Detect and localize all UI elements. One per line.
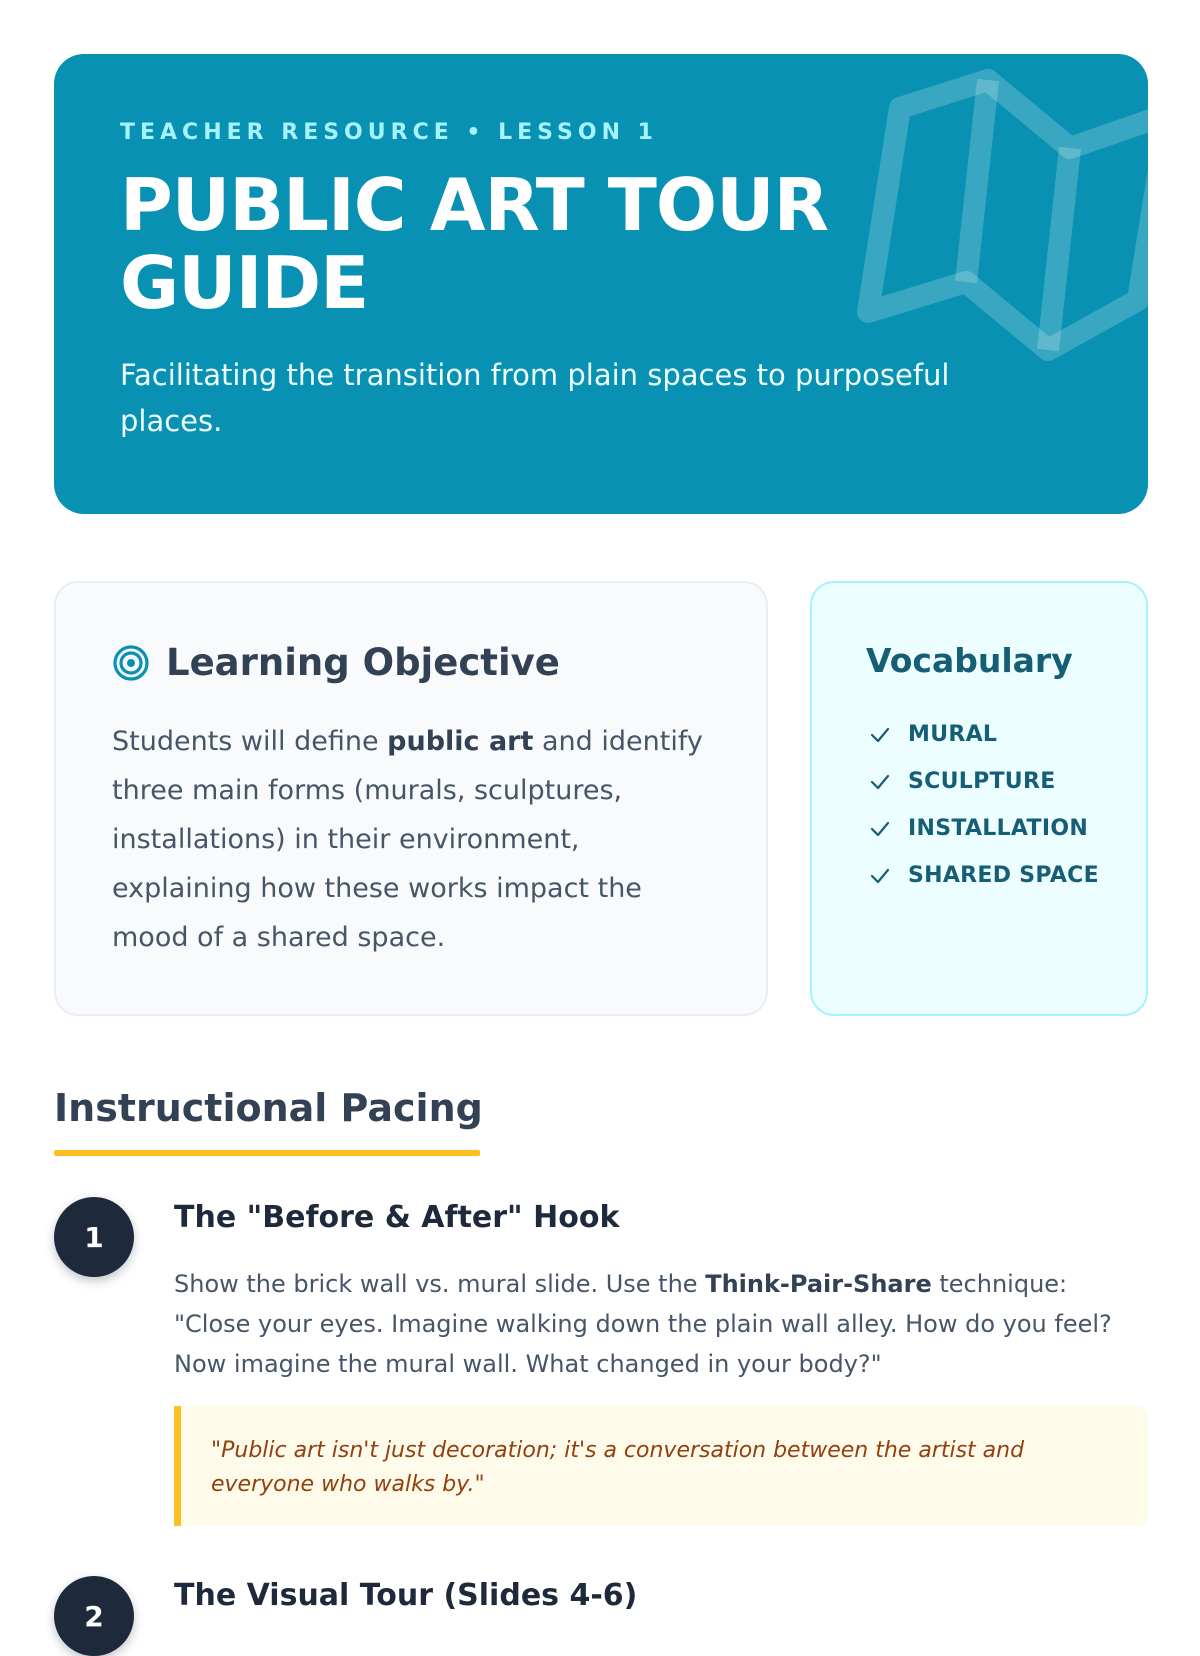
objective-keyword: public art bbox=[387, 726, 534, 757]
vocab-item: SCULPTURE bbox=[868, 758, 1099, 805]
step-quote: "Public art isn't just decoration; it's a conversation between the artist and everyone who walks by." bbox=[174, 1406, 1148, 1526]
check-icon bbox=[868, 723, 892, 747]
target-icon bbox=[112, 644, 150, 682]
vocab-item: SHARED SPACE bbox=[868, 852, 1099, 899]
vocab-item: INSTALLATION bbox=[868, 805, 1099, 852]
section-underline bbox=[54, 1150, 480, 1156]
objective-title: Learning Objective bbox=[166, 641, 560, 684]
page-subtitle: Facilitating the transition from plain spaces to purposeful places. bbox=[120, 358, 950, 438]
learning-objective-card bbox=[54, 581, 768, 1016]
step-number-badge: 1 bbox=[54, 1197, 134, 1277]
objective-text: Students will define public art and identify three main forms (murals, sculptures, installations) in their environment, explaining how these works impact the mood of a shared space. bbox=[112, 726, 703, 953]
pacing-section-title: Instructional Pacing bbox=[54, 1086, 483, 1130]
step-title: The Visual Tour (Slides 4-6) bbox=[174, 1578, 638, 1613]
hero-banner bbox=[54, 54, 1148, 514]
check-icon bbox=[868, 770, 892, 794]
check-icon bbox=[868, 864, 892, 888]
vocabulary-list bbox=[868, 711, 1099, 899]
step-title: The "Before & After" Hook bbox=[174, 1200, 620, 1235]
step-description: Show the brick wall vs. mural slide. Use the Think-Pair-Share technique: "Close your eyes. Imagine walking down the plain wall alley. How do you feel? Now imagine the mural wall. What changed in your body?" bbox=[174, 1270, 1112, 1378]
page-title: PUBLIC ART TOUR GUIDE bbox=[120, 163, 829, 325]
technique-keyword: Think-Pair-Share bbox=[705, 1270, 932, 1298]
lesson-kicker: TEACHER RESOURCE • LESSON 1 bbox=[120, 120, 658, 145]
objective-header bbox=[112, 641, 560, 684]
check-icon bbox=[868, 817, 892, 841]
step-number-badge: 2 bbox=[54, 1576, 134, 1656]
vocabulary-card bbox=[810, 581, 1148, 1016]
vocab-item: MURAL bbox=[868, 711, 1099, 758]
vocabulary-title: Vocabulary bbox=[866, 641, 1073, 680]
